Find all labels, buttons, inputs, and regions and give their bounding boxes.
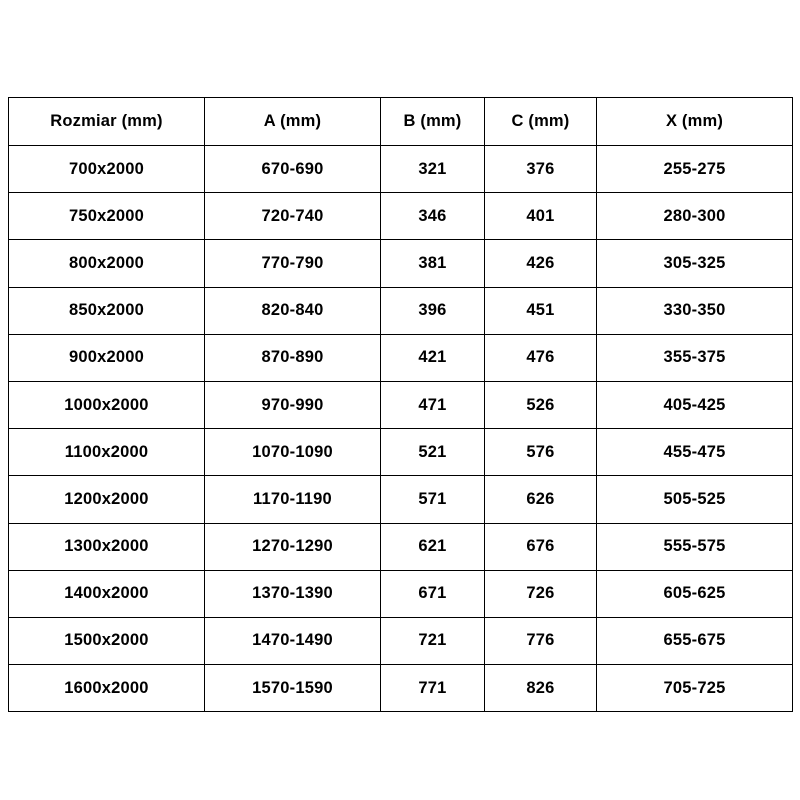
cell-x: 655-675 [597,617,793,664]
cell-b: 421 [381,334,485,381]
table-row [9,665,793,712]
table-row [9,476,793,523]
table-row [9,287,793,334]
cell-rozmiar: 1000x2000 [9,381,205,428]
cell-b: 381 [381,240,485,287]
table-row [9,146,793,193]
spec-table-container [8,97,792,712]
cell-rozmiar: 1100x2000 [9,429,205,476]
table-row [9,334,793,381]
cell-a: 1470-1490 [205,617,381,664]
cell-a: 1270-1290 [205,523,381,570]
cell-x: 255-275 [597,146,793,193]
cell-a: 1570-1590 [205,665,381,712]
cell-b: 671 [381,570,485,617]
cell-rozmiar: 700x2000 [9,146,205,193]
table-row [9,381,793,428]
cell-b: 771 [381,665,485,712]
cell-c: 376 [485,146,597,193]
cell-x: 555-575 [597,523,793,570]
column-header-b: B (mm) [381,98,485,146]
table-body [9,146,793,712]
cell-a: 1170-1190 [205,476,381,523]
cell-x: 705-725 [597,665,793,712]
cell-c: 676 [485,523,597,570]
cell-b: 471 [381,381,485,428]
cell-x: 605-625 [597,570,793,617]
cell-rozmiar: 750x2000 [9,193,205,240]
cell-c: 426 [485,240,597,287]
cell-a: 870-890 [205,334,381,381]
cell-c: 576 [485,429,597,476]
table-row [9,193,793,240]
cell-c: 476 [485,334,597,381]
cell-a: 1370-1390 [205,570,381,617]
cell-c: 726 [485,570,597,617]
cell-b: 571 [381,476,485,523]
column-header-x: X (mm) [597,98,793,146]
cell-b: 346 [381,193,485,240]
cell-b: 396 [381,287,485,334]
cell-a: 1070-1090 [205,429,381,476]
cell-b: 621 [381,523,485,570]
cell-a: 720-740 [205,193,381,240]
cell-c: 401 [485,193,597,240]
cell-x: 305-325 [597,240,793,287]
cell-c: 451 [485,287,597,334]
dimensions-table [8,97,793,712]
cell-x: 455-475 [597,429,793,476]
cell-rozmiar: 1400x2000 [9,570,205,617]
cell-x: 280-300 [597,193,793,240]
table-header [9,98,793,146]
cell-x: 355-375 [597,334,793,381]
cell-rozmiar: 1600x2000 [9,665,205,712]
cell-b: 721 [381,617,485,664]
cell-c: 776 [485,617,597,664]
cell-rozmiar: 1300x2000 [9,523,205,570]
cell-a: 970-990 [205,381,381,428]
table-row [9,570,793,617]
table-row [9,523,793,570]
cell-b: 321 [381,146,485,193]
cell-a: 820-840 [205,287,381,334]
column-header-a: A (mm) [205,98,381,146]
cell-x: 330-350 [597,287,793,334]
cell-c: 826 [485,665,597,712]
cell-x: 405-425 [597,381,793,428]
cell-a: 670-690 [205,146,381,193]
cell-rozmiar: 850x2000 [9,287,205,334]
column-header-c: C (mm) [485,98,597,146]
table-row [9,429,793,476]
table-header-row [9,98,793,146]
cell-c: 626 [485,476,597,523]
cell-a: 770-790 [205,240,381,287]
table-row [9,240,793,287]
cell-b: 521 [381,429,485,476]
cell-rozmiar: 900x2000 [9,334,205,381]
column-header-rozmiar: Rozmiar (mm) [9,98,205,146]
cell-rozmiar: 1200x2000 [9,476,205,523]
cell-x: 505-525 [597,476,793,523]
table-row [9,617,793,664]
cell-c: 526 [485,381,597,428]
cell-rozmiar: 1500x2000 [9,617,205,664]
cell-rozmiar: 800x2000 [9,240,205,287]
